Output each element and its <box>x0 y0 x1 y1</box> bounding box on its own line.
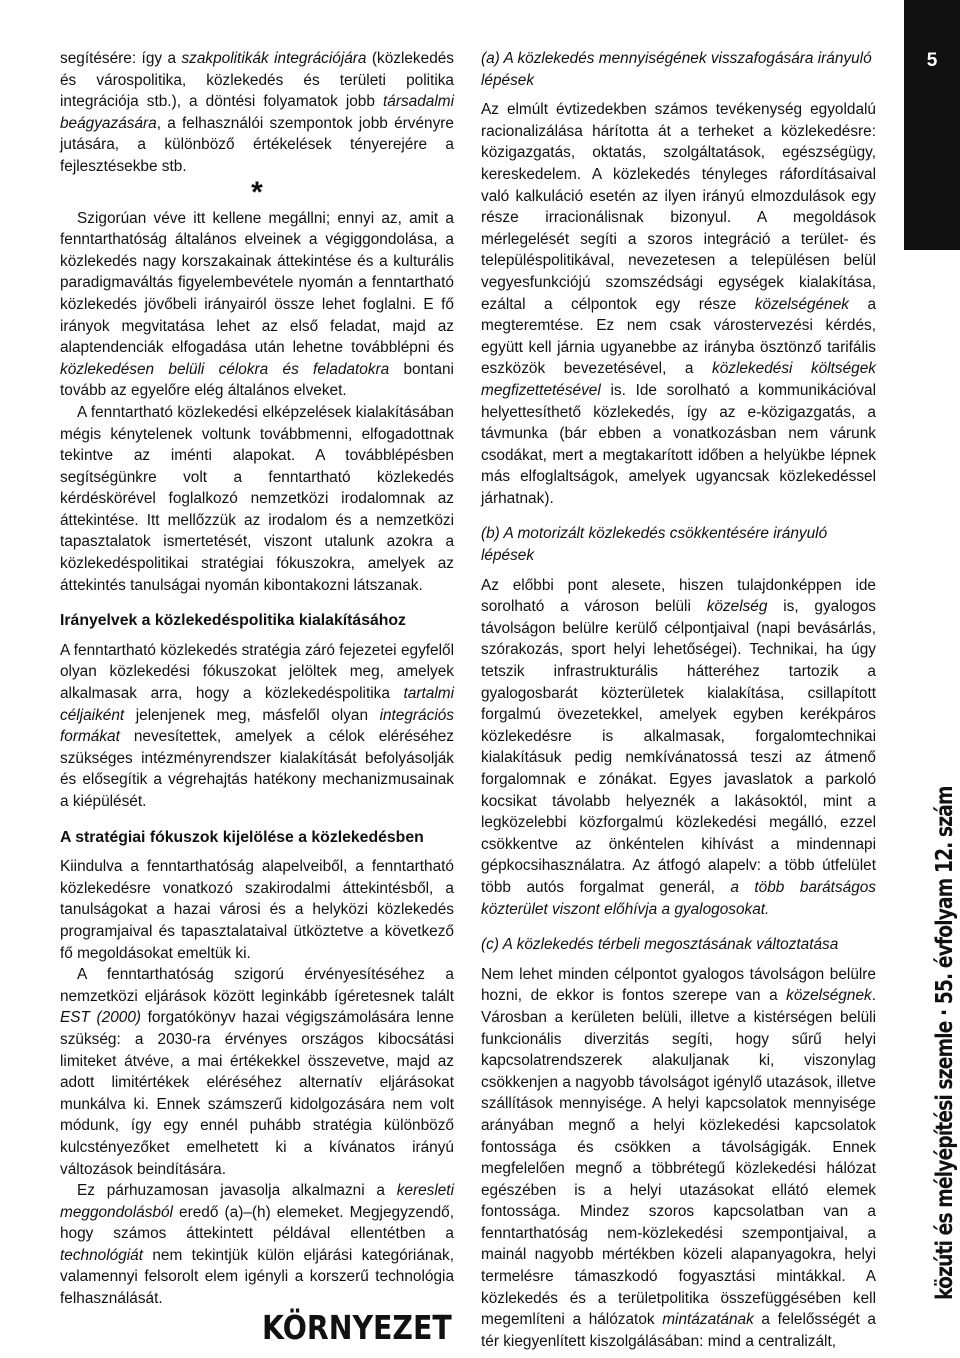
italic-text-run: mintázatának <box>662 1311 754 1329</box>
text-run: forgatókönyv hazai végigszámolására lenne szükség: a 2030-ra érvényes országos kibocsátási limiteket átvéve, a mai értékekkel összevetve, majd az adott limitértékek eléréséhez alternatív eljárásokat munkálva ki. Ennek számszerű kidolgozására nem volt módunk, így egy ennél puhább stratégia különböző kulcstényezőket emelhetett ki a kívánatos irányú változások beindítására. <box>60 1009 454 1178</box>
italic-text-run: keresleti meggondolásból <box>60 1182 454 1221</box>
italic-text-run: társadalmi beágyazására <box>60 93 454 132</box>
footer-title-text: KÖRNYEZET <box>262 1308 452 1347</box>
section-footer-title <box>262 1308 483 1347</box>
italic-text-run: technológiát <box>60 1246 144 1264</box>
text-run: jelenjenek meg, másfelől olyan <box>124 706 380 724</box>
paragraph <box>60 640 454 813</box>
text-run: segítésére: így a <box>60 50 182 67</box>
paragraph <box>481 575 876 921</box>
text-run: Kiindulva a fenntarthatóság alapelveiből, a fenntartható közlekedésre vonatkozó szakirodalmi áttekintésből, a tanulságokat a hazai városi és a helyközi közlekedés programjaival és tapasztalataival ütköztetve a következő fő megoldásokat emeltük ki. <box>60 858 454 962</box>
italic-text-run: szakpolitikák integrációjára <box>181 50 367 67</box>
paragraph <box>60 402 454 596</box>
section-separator: * <box>251 175 263 209</box>
italic-text-run: integrációs formákat <box>60 706 454 746</box>
text-run: is. Ide sorolható a kommunikációval helyettesíthető közlekedés, így az e-közigazgatás, a távmunka (bár ebben a vonatkozásban nem várunk csodákat, mert a megtakarított időben a helyükbe lépnek más elfoglaltságok, amelyek ugyancsak közlekedéssel járhatnak). <box>481 381 876 507</box>
page-number-box <box>904 0 960 250</box>
paragraph <box>60 856 454 964</box>
italic-text-run: tartalmi céljaiként <box>60 685 454 724</box>
italic-text-run: a több barátságos közterület viszont előhívja a gyalogosokat. <box>481 878 877 918</box>
journal-title-vertical <box>932 674 958 1300</box>
italic-text-run: közelségnek <box>786 987 872 1005</box>
text-run: Szigorúan véve itt kellene megállni; ennyi az, amit a fenntarthatóság általános elveinek a végiggondolása, a közlekedés nagy korszakainak áttekintése és a kulturális paradigmaváltás figyelembevétele nyomán a fenntartható közlekedés jövőbeli irányairól össze lehet foglalni. E fő irányok megvitatása lehet az első feladat, majd az alaptendenciák elfogadása után lehetne továbblépni és <box>60 209 454 357</box>
text-run: is, gyalogos távolságon belülre kerülő célpontjaival (napi bevásárlás, szórakozás, sport helyi lehetőségei). Technikai, ha úgy tetszik infrastrukturális hátteréhez tartozik a gyalogosbarát közterületek kialakítása, csillapított forgalmú övezetekkel, amelyek egyben kerékpáros közlekedésre is alkalmasak, forgalomtechnikai kialakításuk pedig nemkívánatossá teszi az átmenő forgalomnak e zónákat. Egyes javaslatok a parkoló kocsikat távolabb helyeznék a lakásoktól, mint a legközelebbi közforgalmú közlekedési megálló, ezzel csökkentve az önkéntelen kihívást a mindennapi gépkocsihasználatra. Az átfogó alapelv: a több útfelület több autós forgalmat generál, <box>481 598 876 896</box>
italic-text-run: EST (2000) <box>60 1009 142 1027</box>
text-run: eredő (a)–(h) elemeket. Megjegyzendő, hogy számos áttekintett példával ellentétben a <box>60 1203 454 1243</box>
paragraph <box>60 48 454 178</box>
italic-text-run: közelség <box>706 598 768 616</box>
text-run: A fenntarthatóság szigorú érvényesítéséhez a nemzetközi eljárások között leginkább ígéretesnek talált <box>60 966 454 1005</box>
text-run: A fenntartható közlekedési elképzelések kialakításában mégis kénytelenek voltunk továbbmenni, elfogadottnak tekintve az iménti alapokat. A továbblépésben segítségünkre volt a fenntartható közlekedés kérdéskörével foglalkozó nemzetközi irodalomnak az áttekintése. Itt mellőzzük az irodalom és a nemzetközi tapasztalatok ismertetését, viszont utalunk azokra a közlekedéspolitikai stratégiai fókuszokra, amelyek az áttekintés tanulságai nyomán kibontakozni látszanak. <box>60 403 454 594</box>
text-run: Ez párhuzamosan javasolja alkalmazni a <box>77 1182 397 1200</box>
text-run: . Városban a kerületen belüli, illetve a kistérségen belüli funkcionális diverzitás segíti, hogy sűrű helyi kapcsolatrendszerek alakuljanak ki, viszonylag csökkenjen a nagyobb távolságot igénylő utazások, illetve szállítások mennyisége. A helyi kapcsolatok mennyisége arányában megnő a helyi közlekedési kapcsolatok fontossága és csökken a távolságigák. Ennek megfelelően megnő a többrétegű közlekedési hálózat egészében is a helyi utazásokat ellátó elemek fontossága. Mindez szoros kapcsolatban van a fenntarthatóság nem-közlekedési szempontjaival, a mainál nagyobb mértékben közeli alapanyagokra, helyi termelésre támaszkodó fogyasztási mintákkal. A közlekedés és a területpolitika összefüggésében kell megemlíteni a hálózatok <box>481 987 876 1329</box>
text-run: nevesítettek, amelyek a célok eléréséhez szükséges intézményrendszer kialakítását befolyásolják és elősegítik a végrehajtás hatékony mechanizmusainak a kiépülését. <box>60 728 454 810</box>
section-heading: A stratégiai fókuszok kijelölése a közlekedésben <box>60 828 424 846</box>
paragraph <box>60 964 454 1180</box>
subsection-heading: (a) A közlekedés mennyiségének visszafogására irányuló lépések <box>481 50 872 89</box>
paragraph <box>60 1180 454 1310</box>
text-run: nem tekintjük külön eljárási kategóriának, valamennyi felsorolt elem igényli a korszerű technológia felhasználását. <box>60 1246 454 1308</box>
paragraph <box>60 208 454 402</box>
journal-title-text: közúti és mélyépítési szemle · 55. évfolyam 12. szám <box>932 786 958 1300</box>
text-run: A fenntartható közlekedés stratégia záró fejezetei egyfelől olyan közlekedési fókuszokat jelöltek meg, amelyek alkalmasak arra, hogy a közlekedéspolitika <box>60 641 454 703</box>
text-run: Nem lehet minden célpontot gyalogos távolságon belülre hozni, de ekkor is fontos szerepe van a <box>481 965 876 1005</box>
section-heading: Irányelvek a közlekedéspolitika kialakításához <box>60 612 406 630</box>
text-run: a megteremtése. Ez nem csak várostervezési kérdés, együtt kell járnia ugyanebbe az irányba ösztönző tarifális eszközök bevezetésével, a <box>481 295 876 378</box>
subsection-heading: (c) A közlekedés térbeli megosztásának változtatása <box>481 936 839 954</box>
page-number: 5 <box>926 50 938 71</box>
italic-text-run: közelségének <box>754 295 849 313</box>
text-run: bontani tovább az egyelőre elég általános elveket. <box>60 360 454 400</box>
text-run: (közlekedés és várospolitika, közlekedés és területi politika integrációja stb.), a döntési folyamatok jobb <box>60 50 455 111</box>
italic-text-run: közlekedésen belüli célokra és feladatokra <box>60 360 390 378</box>
right-column <box>481 48 876 1352</box>
text-run: a felelősségét a tér kiegyenlített kiszolgálásában: mind a centralizált, <box>481 1311 876 1350</box>
text-run: Az előbbi pont alesete, hiszen tulajdonképpen ide sorolható a városon belüli <box>481 576 876 616</box>
paragraph <box>481 99 876 509</box>
text-run: Az elmúlt évtizedekben számos tevékenység egyoldalú racionalizálása hárította át a terheket a közlekedésre: közigazgatás, oktatás, szolgáltatások, egészségügy, kereskedelem. A közlekedés tényleges ráfordításaival való kalkuláció esetén az ilyen irányú elmozdulások egy része irracionálisnak bizonyul. A megoldások mérlegelését segíti a szoros integráció a terület- és településpolitikával, nevezetesen a településen belül vegyesfunkciójú szomszédsági egységek kialakítása, ezáltal a célpontok egy része <box>481 101 876 313</box>
text-run: , a felhasználói szempontok jobb érvényre jutására, a különböző értékelések tényerejére a fejlesztésekbe stb. <box>60 114 454 175</box>
italic-text-run: közlekedési költségek megfizettetésével <box>481 360 876 399</box>
left-column <box>60 48 454 1310</box>
subsection-heading: (b) A motorizált közlekedés csökkentésére irányuló lépések <box>481 525 828 565</box>
paragraph <box>481 964 876 1353</box>
